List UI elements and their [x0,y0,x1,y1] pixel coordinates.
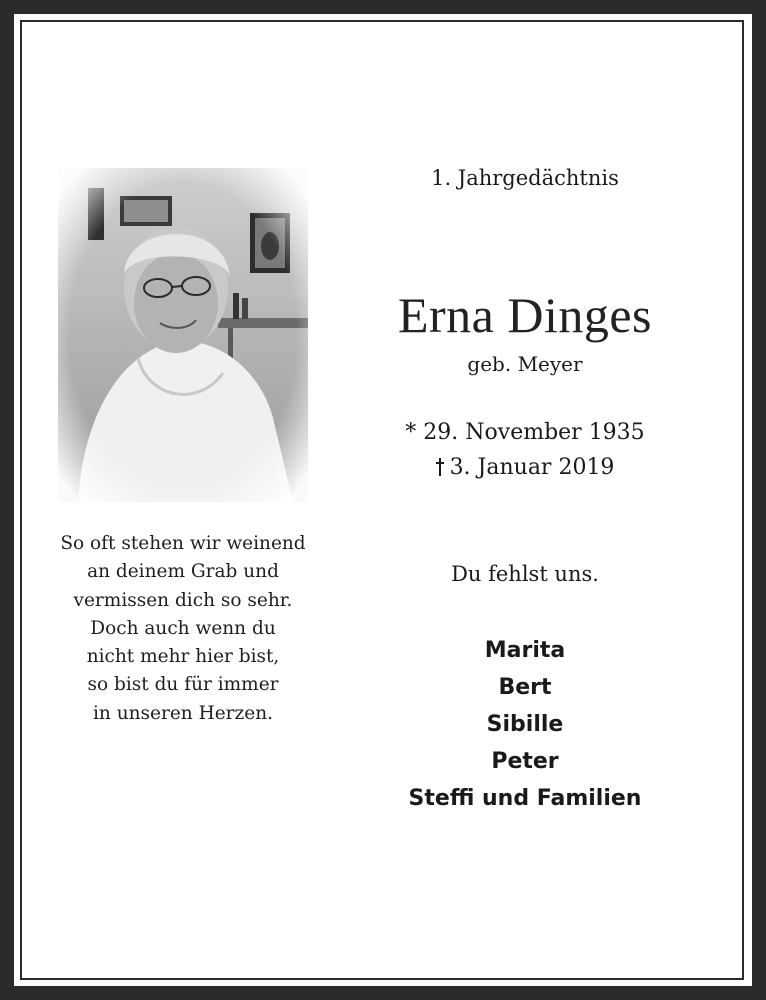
maiden-name: geb. Meyer [467,352,583,376]
poem-line: an deinem Grab und [87,561,279,583]
signer-name: Marita [484,638,566,663]
poem-line: Doch auch wenn du [90,617,276,639]
signers-list [330,632,720,817]
poem-line: So oft stehen wir weinend [60,533,306,554]
birth-date: * 29. November 1935 [405,420,645,445]
cross-icon [436,458,444,476]
poem-line: nicht mehr hier bist, [86,646,280,668]
closing-line: Du fehlst uns. [451,562,599,586]
memorial-poem [48,530,318,728]
poem-line: in unseren Herzen. [93,702,273,724]
anniversary-heading: 1. Jahrgedächtnis [431,166,619,190]
portrait-photo [58,168,308,502]
death-date-line [330,455,720,480]
poem-line: so bist du für immer [87,674,279,696]
signer-name: Bert [498,675,552,700]
signer-name: Peter [491,749,559,774]
signer-name: Steffi und Familien [408,786,642,811]
death-date: 3. Januar 2019 [449,455,615,480]
signer-name: Sibille [486,712,564,737]
poem-line: vermissen dich so sehr. [73,589,293,611]
deceased-name: Erna Dinges [397,287,653,343]
